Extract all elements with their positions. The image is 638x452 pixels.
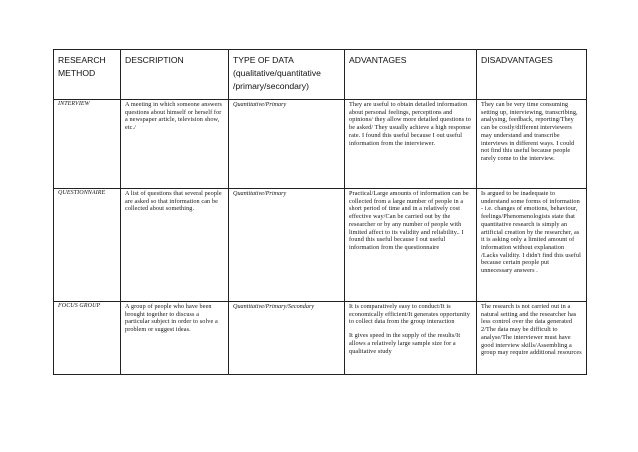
header-type-of-data: TYPE OF DATA (qualitative/quantitative /primary/secondary) [229,50,345,100]
description-cell: A list of questions that several people are asked so that information can be collected about something. [121,189,229,302]
data-type-cell: Quantitative/Primary/Secondary [229,302,345,375]
header-disadvantages: DISADVANTAGES [477,50,587,100]
table-row [54,100,587,189]
advantages-cell [345,302,477,375]
disadvantages-cell: They can be very time consuming setting up, interviewing, transcribing, analysing, feedback, reporting/They can be costly/different interviewers may understand and transcribe interviews in different ways. I could not find this useful because people rarely come to the interview. [477,100,587,189]
method-cell: FOCUS GROUP [54,302,121,375]
disadvantages-cell: Is argued to be inadequate to understand some forms of information - i.e. changes of emotions, behaviour, feelings/Phenomenologists state that quantitative research is simply an artificial creation by the researcher, as it is asking only a limited amount of information without explanation /Lacks validity. I didn't find this useful because certain people put unnecessary answers . [477,189,587,302]
table-row [54,302,587,375]
description-cell: A meeting in which someone answers questions about himself or herself for a newspaper article, television show, etc./ [121,100,229,189]
advantages-paragraph: It is comparatively easy to conduct/It is economically efficient/It generates opportunity to collect data from the group interaction [349,303,470,326]
header-description: DESCRIPTION [121,50,229,100]
advantages-cell: They are useful to obtain detailed information about personal feelings, perceptions and opinions/ they allow more detailed questions to be asked/ They usually achieve a high response rate. I found this useful because I out useful information from the interviewer. [345,100,477,189]
research-methods-table [53,49,587,375]
advantages-cell: Practical/Large amounts of information can be collected from a large number of people in a short period of time and in a relatively cost effective way/Can be carried out by the researcher or by any number of people with limited affect to its validity and reliability.. I found this useful because I out useful information from the questionnaire [345,189,477,302]
header-advantages: ADVANTAGES [345,50,477,100]
data-type-cell: Quantitative/Primary [229,100,345,189]
disadvantages-cell: The research is not carried out in a natural setting and the researcher has less control over the data generated 2/The data may be difficult to analyse/The interviewer must have good interview skills/Assembling a group may require additional resources [477,302,587,375]
method-cell: QUESTIONNAIRE [54,189,121,302]
header-row [54,50,587,100]
header-research-method: RESEARCH METHOD [54,50,121,100]
description-cell: A group of people who have been brought together to discuss a particular subject in order to solve a problem or suggest ideas. [121,302,229,375]
table-row [54,189,587,302]
data-type-cell: Quantitative/Primary [229,189,345,302]
method-cell: INTERVIEW [54,100,121,189]
advantages-paragraph: It gives speed in the supply of the results/It allows a relatively large sample size for a qualitative study [349,332,461,355]
